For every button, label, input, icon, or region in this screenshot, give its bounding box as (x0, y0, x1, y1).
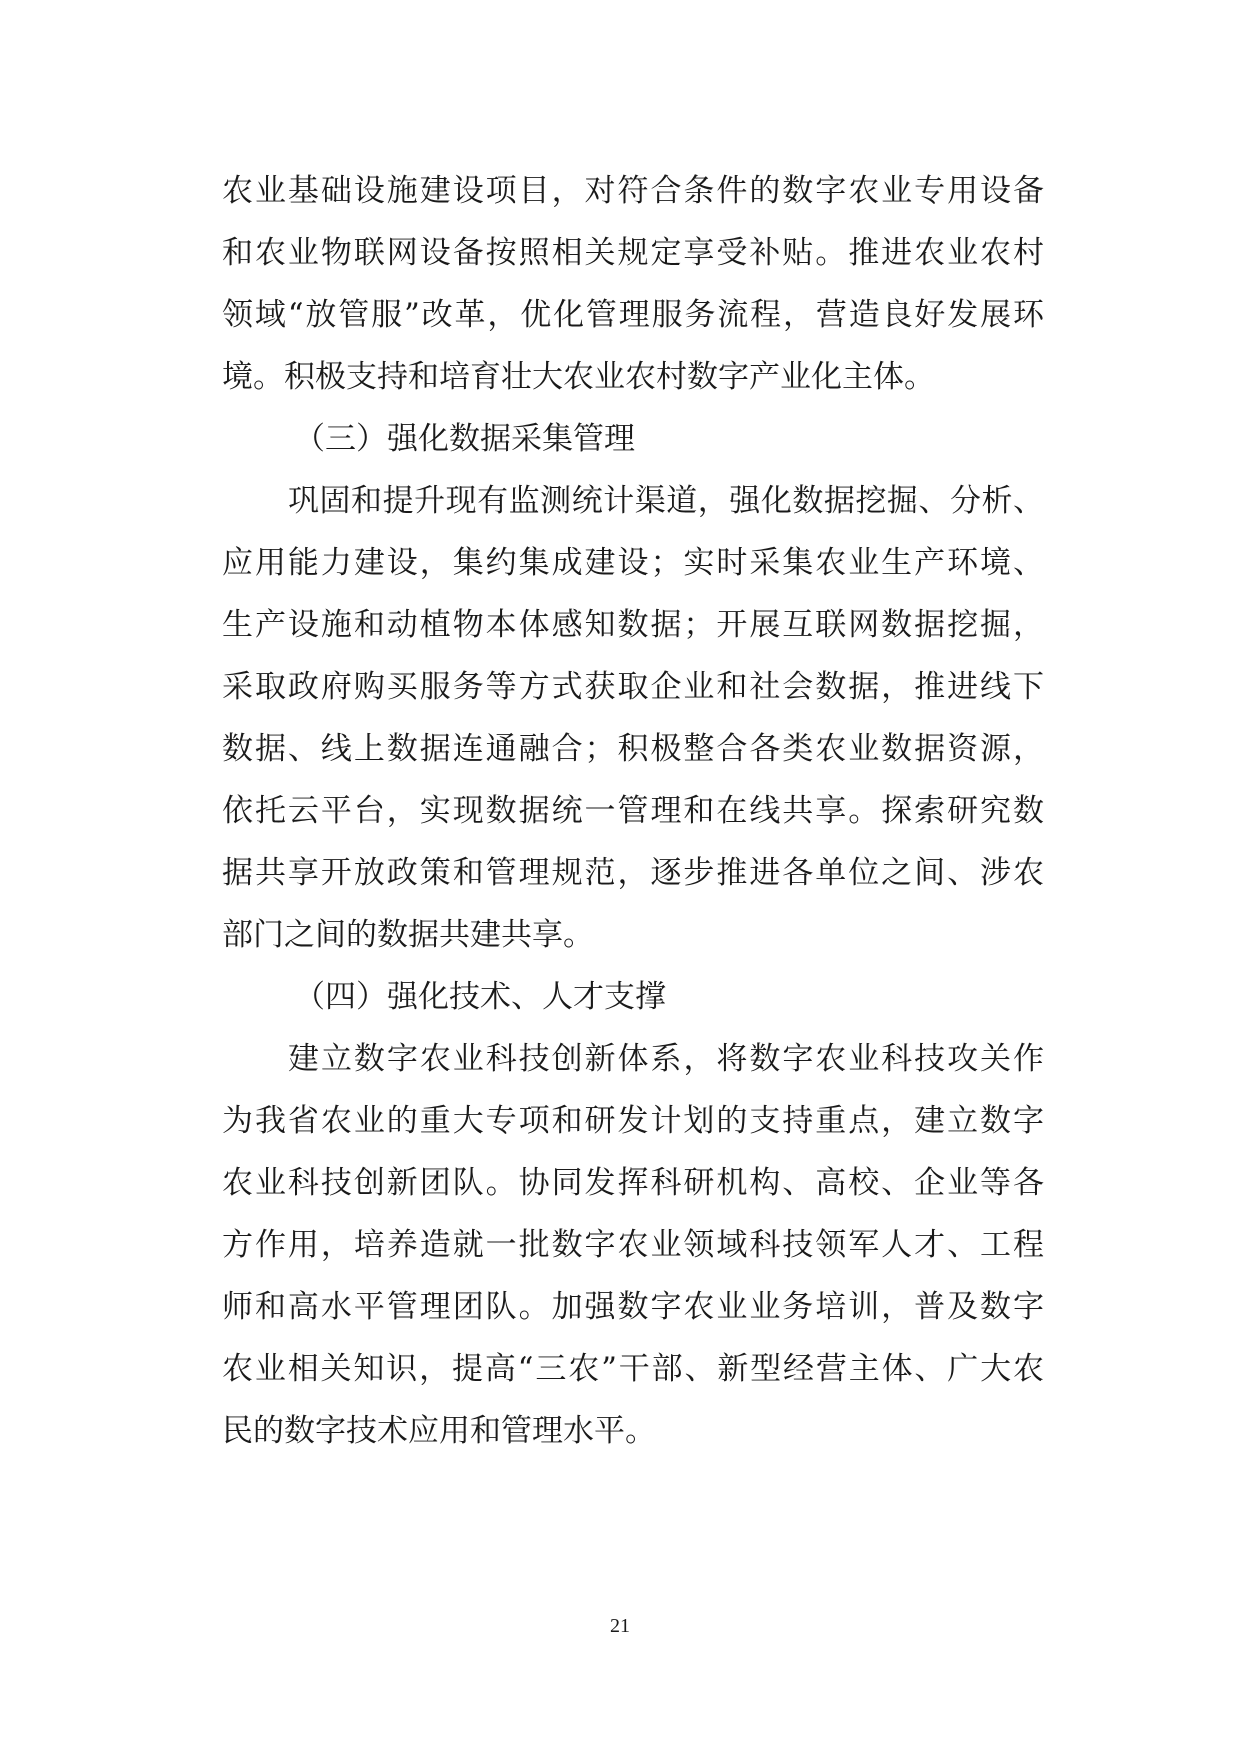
text-line: 建立数字农业科技创新体系，将数字农业科技攻关作 (288, 1041, 1044, 1077)
text-line: 农业基础设施建设项目，对符合条件的数字农业专用设备 (222, 173, 1044, 209)
text-line: 数据、线上数据连通融合；积极整合各类农业数据资源， (222, 731, 1044, 767)
section-heading-4: （四）强化技术、人才支撑 (294, 979, 666, 1015)
text-line: 部门之间的数据共建共享。 (222, 917, 594, 953)
body-text (222, 160, 1044, 1462)
text-line: 依托云平台，实现数据统一管理和在线共享。探索研究数 (222, 793, 1044, 829)
text-line: 据共享开放政策和管理规范，逐步推进各单位之间、涉农 (222, 855, 1044, 891)
section-heading-3: （三）强化数据采集管理 (294, 421, 635, 457)
text-line: 应用能力建设，集约集成建设；实时采集农业生产环境、 (222, 545, 1044, 581)
page-number: 21 (610, 1615, 630, 1637)
text-line: 方作用，培养造就一批数字农业领域科技领军人才、工程 (222, 1227, 1044, 1263)
text-line: 境。积极支持和培育壮大农业农村数字产业化主体。 (222, 359, 935, 395)
text-line: 领域“放管服”改革，优化管理服务流程，营造良好发展环 (222, 297, 1044, 333)
text-line: 生产设施和动植物本体感知数据；开展互联网数据挖掘， (222, 607, 1044, 643)
text-line: 师和高水平管理团队。加强数字农业业务培训，普及数字 (222, 1289, 1044, 1325)
text-line: 农业科技创新团队。协同发挥科研机构、高校、企业等各 (222, 1165, 1044, 1201)
text-line: 民的数字技术应用和管理水平。 (222, 1413, 656, 1449)
text-line: 为我省农业的重大专项和研发计划的支持重点，建立数字 (222, 1103, 1044, 1139)
text-line: 巩固和提升现有监测统计渠道，强化数据挖掘、分析、 (288, 483, 1044, 519)
text-line: 和农业物联网设备按照相关规定享受补贴。推进农业农村 (222, 235, 1044, 271)
text-line: 农业相关知识，提高“三农”干部、新型经营主体、广大农 (222, 1351, 1044, 1387)
text-line: 采取政府购买服务等方式获取企业和社会数据，推进线下 (222, 669, 1044, 705)
